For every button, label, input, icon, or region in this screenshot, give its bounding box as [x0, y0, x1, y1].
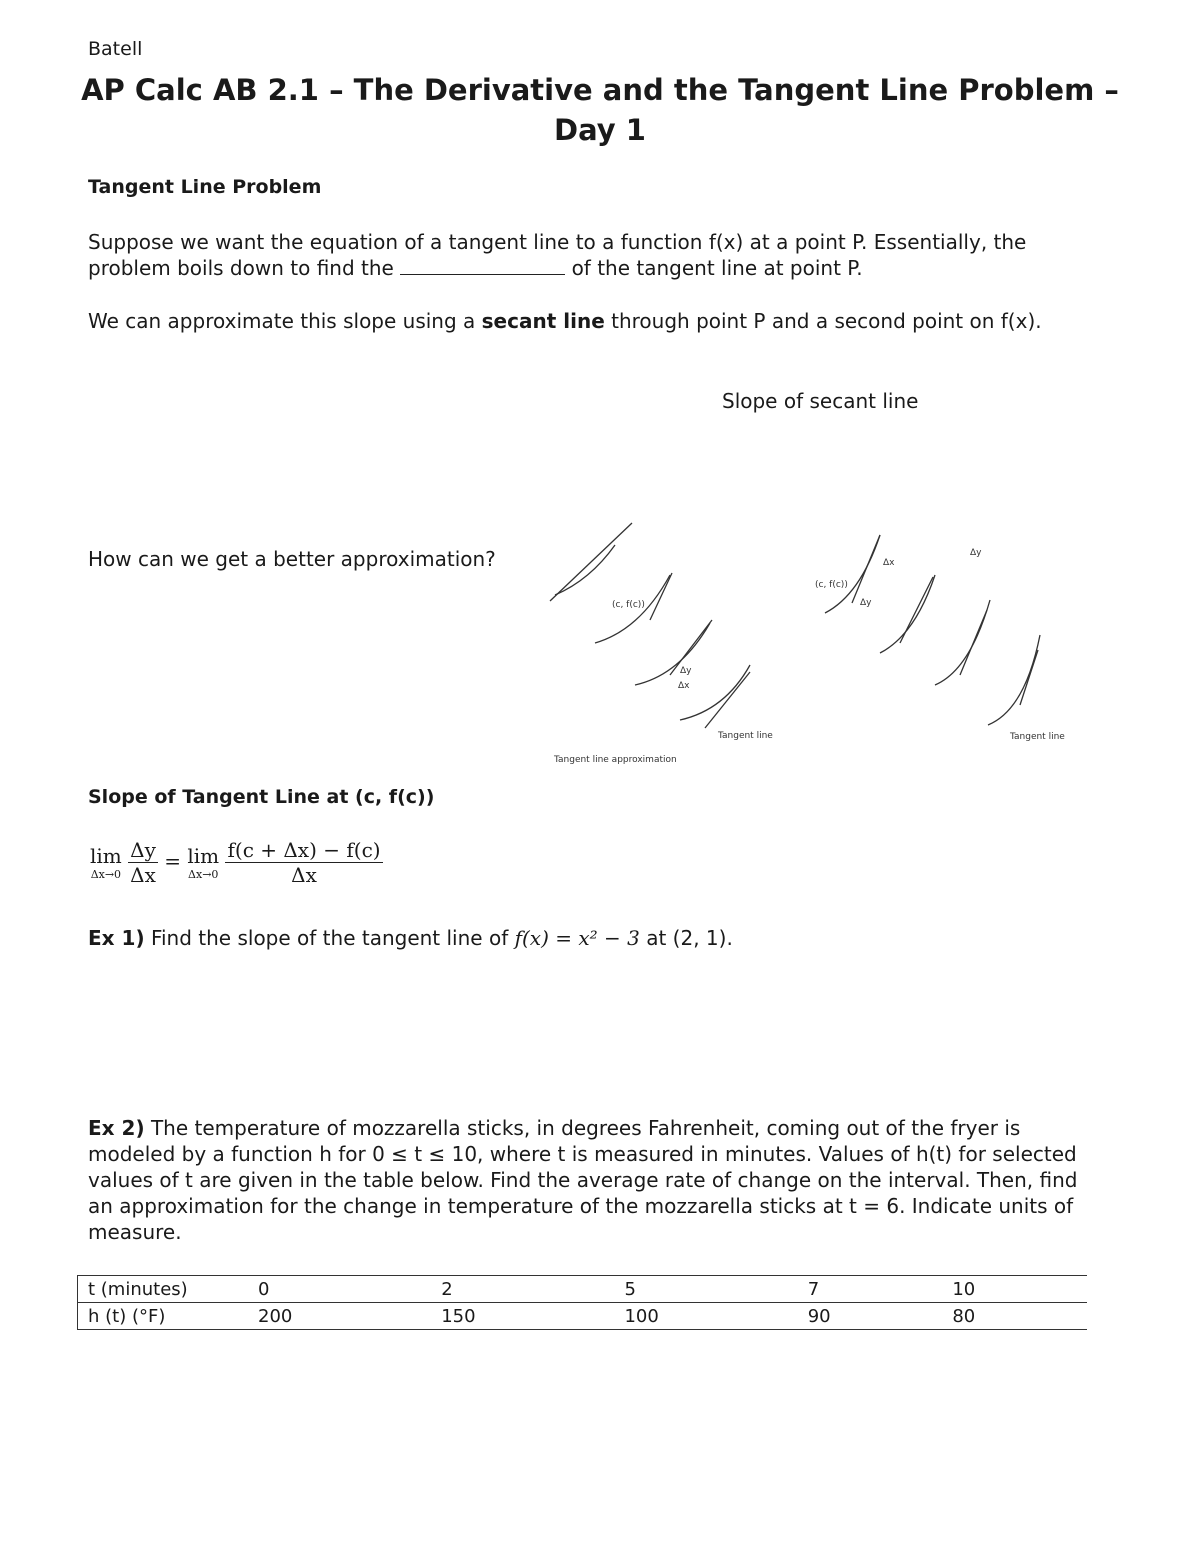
table-cell: 100 [614, 1303, 797, 1330]
figure-dx-label-right: Δx [883, 558, 895, 568]
table-cell: 0 [248, 1276, 431, 1303]
title-line-2: Day 1 [554, 113, 646, 147]
secant-7 [960, 610, 987, 675]
example-1-function: f(x) = x² − 3 [514, 926, 640, 950]
lim-text: lim [187, 844, 220, 868]
section-heading-tangent: Tangent Line Problem [88, 176, 322, 198]
lim-subscript: Δx→0 [90, 868, 122, 881]
figure-dy-dx-label: Δy [970, 548, 982, 558]
figure-dx-label: Δx [678, 681, 690, 691]
example-2-text: The temperature of mozzarella sticks, in degrees Fahrenheit, coming out of the fryer is modeled by a function h for 0 ≤ t ≤ 10, where t is measured in minutes. Values of h(t) for selected values of t are given in the table below. Find the average rate of change on the interval. Then, find an approximation for the change in temperature of the mozzarella sticks at t = 6. Indicate units of measure. [88, 1116, 1078, 1244]
numerator-dy: Δy [130, 838, 156, 862]
example-1-label: Ex 1) [88, 926, 145, 950]
limit-operator-2 [187, 844, 219, 881]
equals-sign: = [164, 849, 181, 873]
paragraph-1-text-end: of the tangent line at point P. [571, 256, 863, 280]
limit-definition-formula [90, 838, 383, 887]
table-header-time: t (minutes) [78, 1276, 249, 1303]
secant-2 [650, 573, 672, 620]
page-title [60, 70, 1140, 150]
paragraph-2-text-end: through point P and a second point on f(x). [611, 309, 1042, 333]
author-name: Batell [88, 38, 143, 60]
fraction-dy-dx [128, 838, 158, 887]
paragraph-2-text: We can approximate this slope using a [88, 309, 476, 333]
tangent-line-right [1020, 650, 1038, 705]
example-1 [88, 925, 733, 951]
figure-dy-label: Δy [680, 666, 692, 676]
table-cell: 10 [942, 1276, 1087, 1303]
figure-point-label: (c, f(c)) [612, 600, 645, 610]
lim-text: lim [90, 844, 122, 868]
paragraph-1-text: problem boils down to find the [88, 256, 394, 280]
denominator-dx: Δx [130, 863, 156, 887]
secant-1 [550, 523, 632, 601]
section-heading-slope: Slope of Tangent Line at (c, f(c)) [88, 786, 435, 808]
paragraph-1 [88, 229, 1098, 281]
figure-dy-label-right: Δy [860, 598, 872, 608]
tangent-line-left [705, 672, 750, 728]
curve-8 [988, 635, 1040, 725]
secant-6 [900, 577, 933, 643]
table-row-time [78, 1276, 1088, 1303]
paragraph-1-line-1: Suppose we want the equation of a tangent line to a function f(x) at a point P. Essentially, the [88, 230, 1027, 254]
table-cell: 200 [248, 1303, 431, 1330]
temperature-table [77, 1275, 1087, 1330]
paragraph-2 [88, 308, 1098, 334]
figure-tangent-label-right: Tangent line [1010, 732, 1065, 742]
table-row-temperature [78, 1303, 1088, 1330]
example-1-text: Find the slope of the tangent line of [150, 926, 509, 950]
curve-3 [635, 623, 710, 685]
fraction-difference-quotient [225, 838, 382, 887]
limit-operator-1 [90, 844, 122, 881]
curve-6 [880, 575, 935, 653]
example-1-point: at (2, 1). [646, 926, 733, 950]
figure-caption: Tangent line approximation [554, 755, 677, 765]
figure-tangent-label-mid: Tangent line [718, 731, 773, 741]
title-line-1: AP Calc AB 2.1 – The Derivative and the Tangent Line Problem – [81, 73, 1119, 107]
example-2 [88, 1115, 1088, 1245]
better-approximation-question: How can we get a better approximation? [88, 547, 496, 571]
curve-7 [935, 600, 990, 685]
table-cell: 5 [614, 1276, 797, 1303]
fill-in-blank[interactable] [400, 256, 565, 275]
table-cell: 7 [798, 1276, 943, 1303]
table-header-temperature: h (t) (°F) [78, 1303, 249, 1330]
tangent-approximation-figure [540, 515, 1070, 770]
secant-line-term: secant line [481, 309, 605, 333]
denominator-dx: Δx [291, 863, 317, 887]
numerator-difference: f(c + Δx) − f(c) [227, 838, 381, 862]
figure-point-label-right: (c, f(c)) [815, 580, 848, 590]
paragraph-1-line-2 [88, 255, 1098, 281]
table-cell: 80 [942, 1303, 1087, 1330]
secant-5 [852, 535, 880, 603]
example-2-label: Ex 2) [88, 1116, 145, 1140]
lim-subscript: Δx→0 [188, 868, 219, 881]
secant-slope-label: Slope of secant line [722, 389, 919, 413]
table-cell: 150 [431, 1303, 614, 1330]
table-cell: 90 [798, 1303, 943, 1330]
table-cell: 2 [431, 1276, 614, 1303]
